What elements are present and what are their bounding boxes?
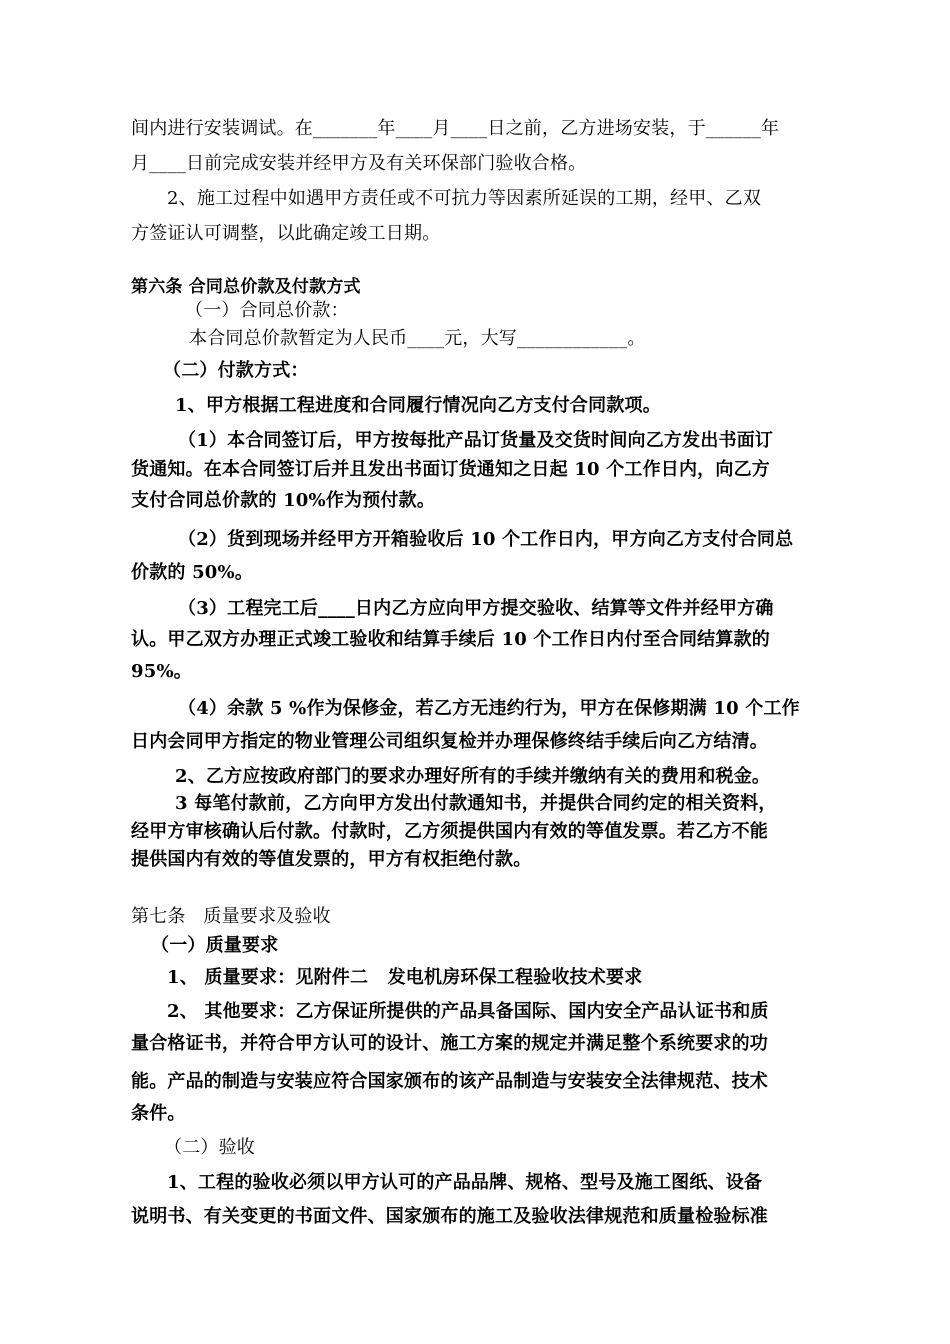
subsection-heading: （一）质量要求 — [151, 935, 279, 956]
text-line: 货通知。在本合同签订后并且发出书面订货通知之日起 10 个工作日内，向乙方 — [131, 459, 770, 480]
text-line: （4）余款 5 %作为保修金，若乙方无违约行为，甲方在保修期满 10 个工作 — [178, 698, 800, 719]
text-line: 95%。 — [131, 661, 192, 682]
text-line: 说明书、有关变更的书面文件、国家颁布的施工及验收法律规范和质量检验标准 — [131, 1206, 768, 1227]
text-line: 条件。 — [131, 1103, 186, 1124]
text-line: （3）工程完工后____日内乙方应向甲方提交验收、结算等文件并经甲方确 — [178, 598, 774, 619]
text-line: 1、 质量要求：见附件二 发电机房环保工程验收技术要求 — [167, 967, 643, 988]
text-line: （1）本合同签订后，甲方按每批产品订货量及交货时间向乙方发出书面订 — [178, 430, 774, 451]
section-heading: 第六条 合同总价款及付款方式 — [131, 277, 361, 297]
subsection-heading: （二）付款方式： — [163, 360, 309, 381]
subsection-heading: （一）合同总价款： — [185, 300, 349, 321]
text-line: 经甲方审核确认后付款。付款时，乙方须提供国内有效的等值发票。若乙方不能 — [131, 821, 768, 842]
text-line: 间内进行安装调试。在_______年____月____日之前，乙方进场安装，于______年 — [131, 118, 780, 139]
text-line: 本合同总价款暂定为人民币____元，大写____________。 — [189, 328, 646, 349]
text-line: （2）货到现场并经甲方开箱验收后 10 个工作日内，甲方向乙方支付合同总 — [178, 529, 794, 550]
text-line: 支付合同总价款的 10%作为预付款。 — [131, 490, 436, 511]
text-line: 提供国内有效的等值发票的，甲方有权拒绝付款。 — [131, 849, 532, 870]
text-line: 月____日前完成安装并经甲方及有关环保部门验收合格。 — [131, 153, 587, 174]
text-line: 方签证认可调整，以此确定竣工日期。 — [131, 223, 441, 244]
text-line: 量合格证书，并符合甲方认可的设计、施工方案的规定并满足整个系统要求的功 — [131, 1033, 768, 1054]
text-line: 2、 其他要求：乙方保证所提供的产品具备国际、国内安全产品认证书和质 — [167, 1001, 769, 1022]
text-line: 3 每笔付款前，乙方向甲方发出付款通知书，并提供合同约定的相关资料， — [175, 793, 777, 814]
text-line: 价款的 50%。 — [131, 562, 254, 583]
text-line: 2、乙方应按政府部门的要求办理好所有的手续并缴纳有关的费用和税金。 — [175, 766, 771, 787]
section-heading: 第七条 质量要求及验收 — [131, 906, 331, 927]
subsection-heading: （二）验收 — [164, 1137, 255, 1158]
text-line: 日内会同甲方指定的物业管理公司组织复检并办理保修终结手续后向乙方结清。 — [131, 731, 768, 752]
text-line: 2、施工过程中如遇甲方责任或不可抗力等因素所延误的工期，经甲、乙双 — [167, 188, 762, 209]
text-line: 1、甲方根据工程进度和合同履行情况向乙方支付合同款项。 — [175, 395, 661, 416]
text-line: 能。产品的制造与安装应符合国家颁布的该产品制造与安装安全法律规范、技术 — [131, 1071, 768, 1092]
text-line: 1、工程的验收必须以甲方认可的产品品牌、规格、型号及施工图纸、设备 — [167, 1172, 763, 1193]
text-line: 认。甲乙双方办理正式竣工验收和结算手续后 10 个工作日内付至合同结算款的 — [131, 629, 770, 650]
